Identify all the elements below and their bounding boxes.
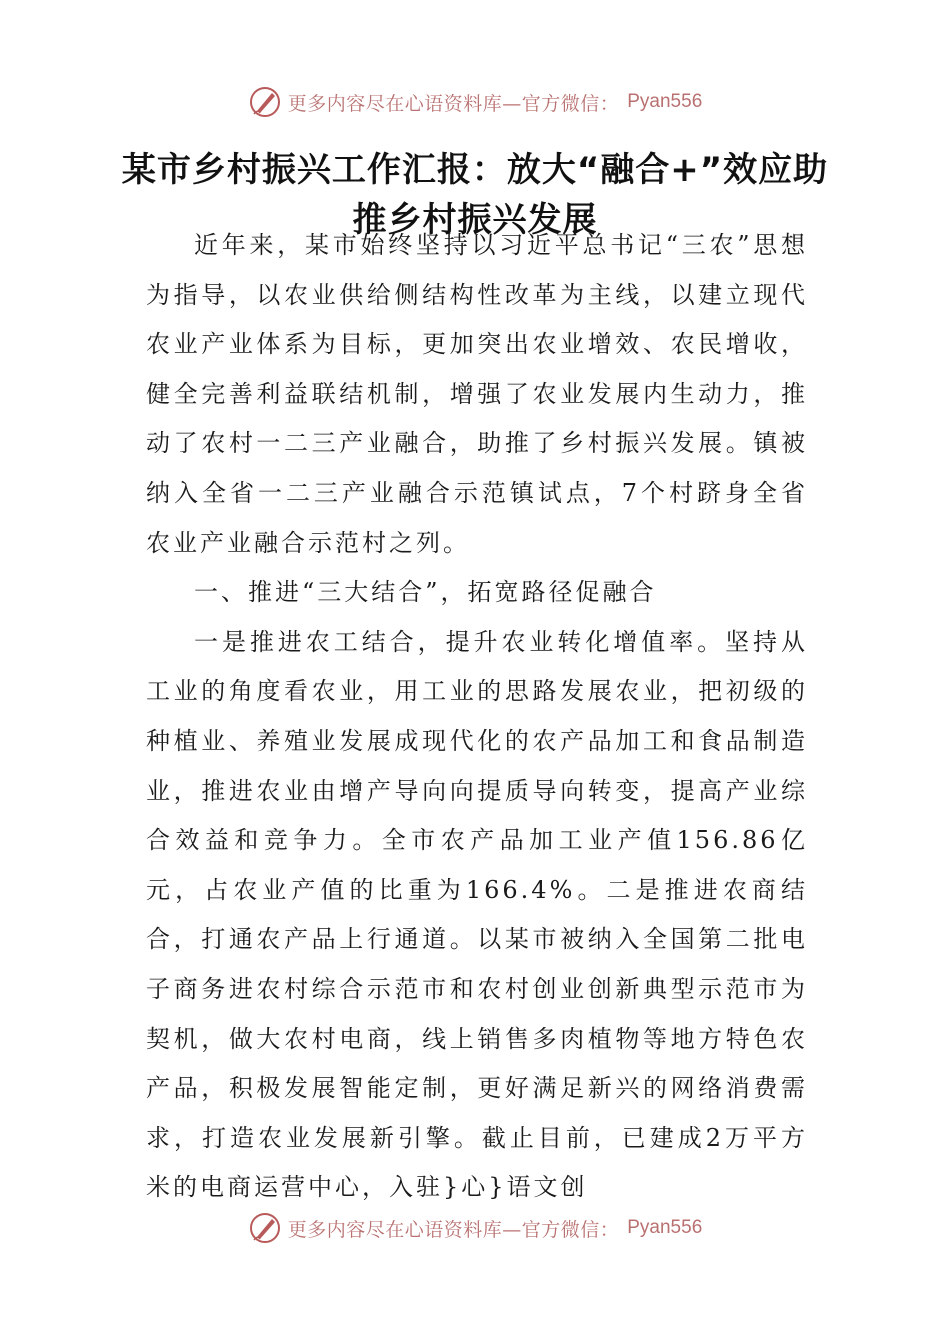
wechat-id: Pyan556 xyxy=(627,1217,703,1238)
section-heading: 一、推进“三大结合”，拓宽路径促融合 xyxy=(194,578,657,607)
quill-pen-logo-icon xyxy=(248,85,282,119)
watermark-text: 更多内容尽在心语资料库—官方微信： xyxy=(287,92,620,115)
document-title: 某市乡村振兴工作汇报：放大“融合+”效应助推乡村振兴发展 xyxy=(121,150,829,240)
watermark-banner-bottom xyxy=(0,1208,950,1248)
watermark-banner-top xyxy=(0,82,950,122)
watermark-text: 更多内容尽在心语资料库—官方微信： xyxy=(287,1218,620,1241)
intro-paragraph: 近年来，某市始终坚持以习近平总书记“三农”思想为指导，以农业供给侧结构性改革为主线，以建立现代农业产业体系为目标，更加突出农业增效、农民增收，健全完善利益联结机制，增强了农业发展内生动力，推动了农村一二三产业融合，助推了乡村振兴发展。镇被纳入全省一二三产业融合示范镇试点，7个村跻身全省农业产业融合示范村之列。 xyxy=(146,231,808,557)
document-body xyxy=(146,221,808,1213)
quill-pen-logo-icon xyxy=(248,1211,282,1245)
body-paragraph: 一是推进农工结合，提升农业转化增值率。坚持从工业的角度看农业，用工业的思路发展农业，把初级的种植业、养殖业发展成现代化的农产品加工和食品制造业，推进农业由增产导向向提质导向转变，提高产业综合效益和竞争力。全市农产品加工业产值156.86亿元，占农业产值的比重为166.4%。二是推进农商结合，打通农产品上行通道。以某市被纳入全国第二批电子商务进农村综合示范市和农村创业创新典型示范市为契机，做大农村电商，线上销售多肉植物等地方特色农产品，积极发展智能定制，更好满足新兴的网络消费需求，打造农业发展新引擎。截止目前，已建成2万平方米的电商运营中心，入驻}心}语文创 xyxy=(146,627,808,1202)
wechat-id: Pyan556 xyxy=(627,91,703,112)
